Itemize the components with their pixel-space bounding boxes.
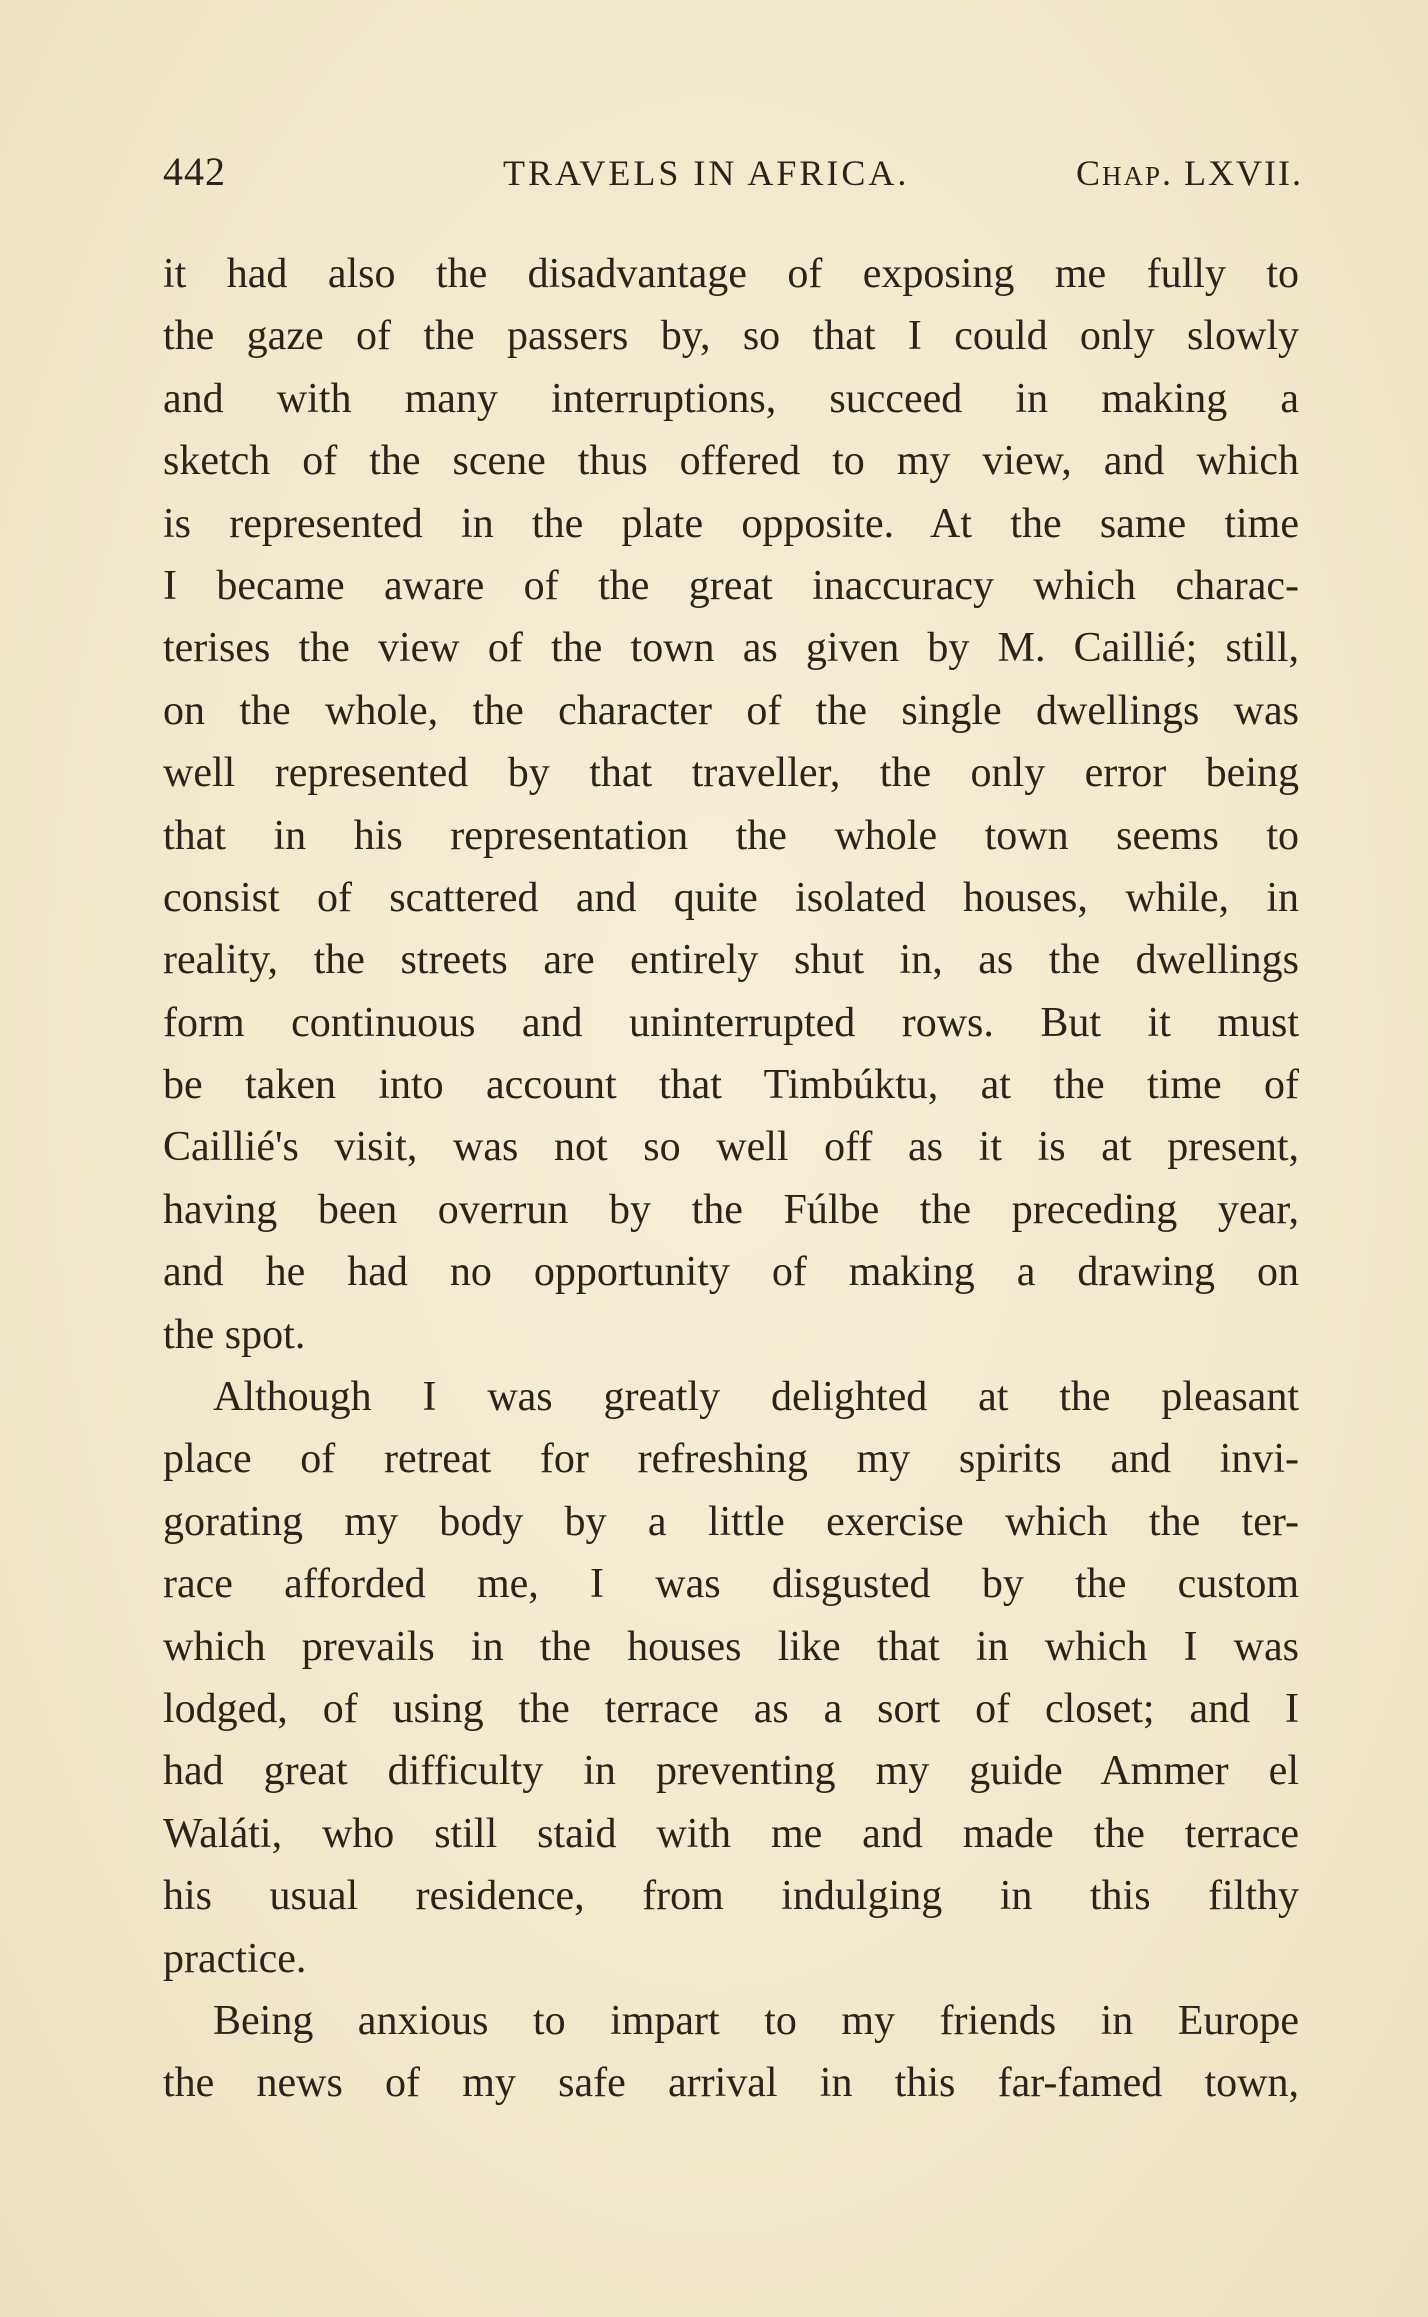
text-line: reality, the streets are entirely shut in, as the dwellings: [163, 937, 1299, 984]
text-line: Being anxious to impart to my friends in Europe: [213, 1997, 1299, 2044]
text-line: terises the view of the town as given by M. Caillié; still,: [163, 625, 1299, 672]
text-line: well represented by that traveller, the only error being: [163, 750, 1299, 797]
text-line: had great difficulty in preventing my guide Ammer el: [163, 1748, 1299, 1795]
text-line: form continuous and uninterrupted rows. But it must: [163, 999, 1299, 1046]
chapter-label: [1076, 152, 1303, 194]
page-number: 442: [163, 149, 226, 194]
paragraph: [163, 243, 1299, 1366]
text-line: the spot.: [163, 1311, 306, 1358]
text-line: the gaze of the passers by, so that I could only slowly: [163, 313, 1299, 360]
text-line: and with many interruptions, succeed in making a: [163, 375, 1299, 422]
chapter-prefix: C: [1076, 153, 1103, 193]
text-line: Although I was greatly delighted at the pleasant: [213, 1374, 1299, 1421]
text-line: consist of scattered and quite isolated houses, while, in: [163, 874, 1299, 921]
text-line: place of retreat for refreshing my spirits and invi-: [163, 1436, 1299, 1483]
paragraph: [163, 1366, 1299, 1990]
text-line: race afforded me, I was disgusted by the custom: [163, 1561, 1299, 1608]
text-line: Caillié's visit, was not so well off as it is at present,: [163, 1124, 1299, 1171]
text-line: it had also the disadvantage of exposing me fully to: [163, 251, 1299, 297]
text-line: on the whole, the character of the single dwellings was: [163, 687, 1299, 734]
text-line: be taken into account that Timbúktu, at the time of: [163, 1062, 1299, 1109]
text-line: and he had no opportunity of making a drawing on: [163, 1249, 1299, 1296]
text-line: Waláti, who still staid with me and made the terrace: [163, 1810, 1299, 1857]
text-line: practice.: [163, 1935, 307, 1982]
running-title: TRAVELS IN AFRICA.: [503, 153, 910, 193]
text-line: the news of my safe arrival in this far-famed town,: [163, 2060, 1299, 2107]
running-header: [163, 148, 1303, 208]
text-line: is represented in the plate opposite. At the same time: [163, 500, 1299, 547]
text-line: which prevails in the houses like that in which I was: [163, 1623, 1299, 1670]
text-line: I became aware of the great inaccuracy which charac-: [163, 562, 1299, 609]
text-line: sketch of the scene thus offered to my view, and which: [163, 438, 1299, 485]
text-line: having been overrun by the Fúlbe the preceding year,: [163, 1186, 1299, 1233]
body-text: [163, 243, 1299, 2115]
text-line: his usual residence, from indulging in this filthy: [163, 1873, 1299, 1920]
chapter-smallcaps: HAP: [1102, 161, 1163, 191]
chapter-suffix: . LXVII.: [1162, 153, 1303, 193]
text-line: that in his representation the whole town seems to: [163, 812, 1299, 859]
text-line: gorating my body by a little exercise which the ter-: [163, 1498, 1299, 1545]
text-line: lodged, of using the terrace as a sort of closet; and I: [163, 1685, 1299, 1732]
paragraph: [163, 1990, 1299, 2115]
